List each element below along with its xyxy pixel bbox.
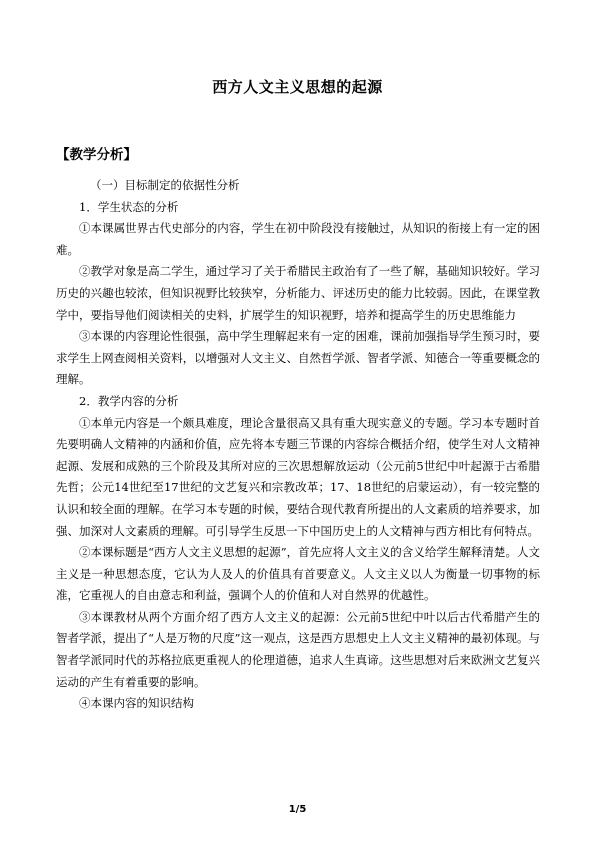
- body-paragraph: ③本课教材从两个方面介绍了西方人文主义的起源：公元前5世纪中叶以后古代希腊产生的智者学派，提出了“人是万物的尺度”这一观点，这是西方思想史上人文主义精神的最初体现。与智者学派同时代的苏格拉底更重视人的伦理道德，追求人生真谛。这些思想对后来欧洲文艺复兴运动的产生有着重要的影响。: [56, 609, 540, 689]
- body-paragraph: ①本单元内容是一个颇具难度，理论含量很高又具有重大现实意义的专题。学习本专题时首先要明确人文精神的内涵和价值，应先将本专题三节课的内容综合概括介绍，使学生对人文精神起源、发展和成熟的三个阶段及其所对应的三次思想解放运动（公元前5世纪中叶起源于古希腊先哲；公元14世纪至17世纪的文艺复兴和宗教改革；17、18世纪的启蒙运动），有一较完整的认识和较全面的理解。在学习本专题的时候，要结合现代教育所提出的人文素质的培养要求，加强、加深对人文素质的理解。可引导学生反思一下中国历史上的人文精神与西方相比有何特点。: [56, 415, 540, 538]
- page-number: 1/5: [288, 804, 307, 815]
- subsection-heading: 2．教学内容的分析: [79, 393, 179, 408]
- document-title: 西方人文主义思想的起源: [212, 78, 383, 96]
- body-paragraph: ②教学对象是高二学生，通过学习了关于希腊民主政治有了一些了解，基础知识较好。学习历史的兴趣也较浓，但知识视野比较狭窄，分析能力、评述历史的能力比较弱。因此，在课堂教学中，要指导他们阅读相关的史料，扩展学生的知识视野，培养和提高学生的历史思维能力: [56, 264, 540, 322]
- body-paragraph: ②本课标题是“西方人文主义思想的起源”，首先应将人文主义的含义给学生解释清楚。人文主义是一种思想态度，它认为人及人的价值具有首要意义。人文主义以人为衡量一切事物的标准，它重视人的自由意志和利益，强调个人的价值和人对自然界的优越性。: [56, 545, 540, 603]
- subsection-heading: 1．学生状态的分析: [79, 199, 179, 214]
- body-paragraph: ④本课内容的知识结构: [79, 696, 194, 711]
- subsection-heading: （一）目标制定的依据性分析: [90, 178, 240, 192]
- section-heading: 【教学分析】: [56, 147, 137, 163]
- body-paragraph: ①本课属世界古代史部分的内容，学生在初中阶段没有接触过，从知识的衔接上有一定的困难。: [56, 221, 540, 257]
- document-body: [56, 175, 540, 715]
- body-paragraph: ③本课的内容理论性很强，高中学生理解起来有一定的困难，课前加强指导学生预习时，要求学生上网查阅相关资料，以增强对人文主义、自然哲学派、智者学派、知德合一等重要概念的理解。: [56, 329, 540, 387]
